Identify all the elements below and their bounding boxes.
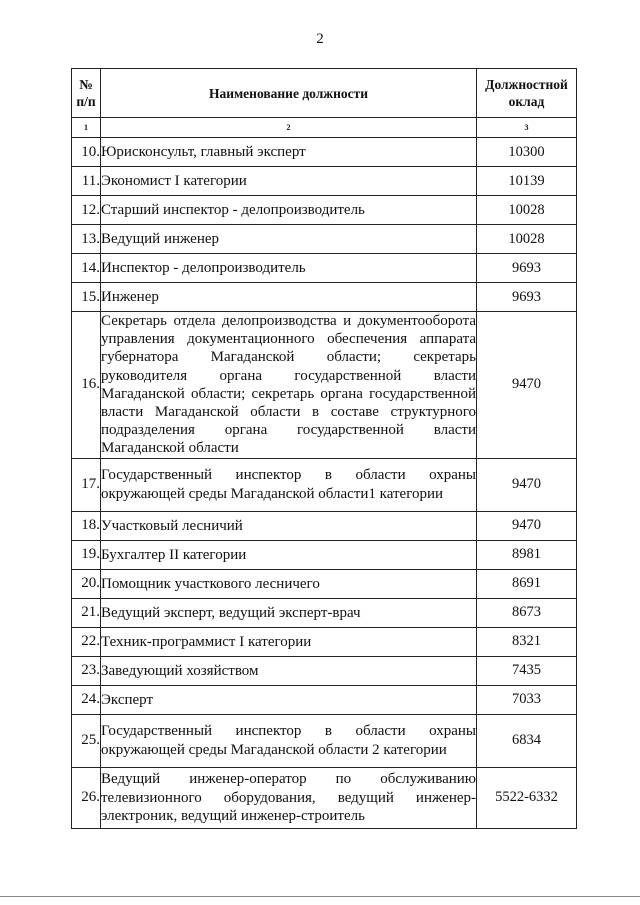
salary-value: 9693 bbox=[477, 283, 577, 312]
table-row bbox=[72, 283, 577, 312]
position-name: Эксперт bbox=[101, 685, 477, 714]
row-number: 15. bbox=[72, 283, 101, 312]
salary-value: 10139 bbox=[477, 167, 577, 196]
table-row bbox=[72, 685, 577, 714]
column-index-row bbox=[72, 118, 577, 138]
column-index: 3 bbox=[477, 118, 577, 138]
salary-value: 8321 bbox=[477, 627, 577, 656]
table-row bbox=[72, 511, 577, 540]
table-row bbox=[72, 196, 577, 225]
column-index: 1 bbox=[72, 118, 101, 138]
header-salary-line1: Должностной bbox=[485, 77, 568, 92]
row-number: 20. bbox=[72, 569, 101, 598]
header-salary-line2: оклад bbox=[508, 94, 545, 109]
salary-value: 7033 bbox=[477, 685, 577, 714]
row-number: 19. bbox=[72, 540, 101, 569]
position-name: Бухгалтер II категории bbox=[101, 540, 477, 569]
salary-value: 5522-6332 bbox=[477, 767, 577, 828]
table-row bbox=[72, 627, 577, 656]
position-name: Ведущий инженер-оператор по обслуживанию телевизионного оборудования, ведущий инженер-электроник, ведущий инженер-строитель bbox=[101, 767, 477, 828]
row-number: 24. bbox=[72, 685, 101, 714]
table-row bbox=[72, 540, 577, 569]
position-name: Государственный инспектор в области охраны окружающей среды Магаданской области1 категории bbox=[101, 458, 477, 511]
table-row bbox=[72, 167, 577, 196]
position-name: Заведующий хозяйством bbox=[101, 656, 477, 685]
page-number: 2 bbox=[316, 31, 324, 47]
position-name: Ведущий эксперт, ведущий эксперт-врач bbox=[101, 598, 477, 627]
row-number: 18. bbox=[72, 511, 101, 540]
row-number: 16. bbox=[72, 312, 101, 459]
row-number: 17. bbox=[72, 458, 101, 511]
header-salary bbox=[477, 69, 577, 118]
table-row bbox=[72, 569, 577, 598]
page-bottom-rule bbox=[0, 896, 640, 897]
position-name: Государственный инспектор в области охраны окружающей среды Магаданской области 2 категории bbox=[101, 714, 477, 767]
position-name: Участковый лесничий bbox=[101, 511, 477, 540]
table-row bbox=[72, 225, 577, 254]
row-number: 11. bbox=[72, 167, 101, 196]
table-row bbox=[72, 656, 577, 685]
table-row bbox=[72, 458, 577, 511]
table-row bbox=[72, 138, 577, 167]
table-row bbox=[72, 714, 577, 767]
salary-value: 8981 bbox=[477, 540, 577, 569]
position-name: Старший инспектор - делопроизводитель bbox=[101, 196, 477, 225]
salary-value: 9470 bbox=[477, 511, 577, 540]
position-name: Секретарь отдела делопроизводства и документооборота управления документационного обеспечения аппарата губернатора Магаданской области; секретарь руководителя органа государственной власти Магаданской области; секретарь органа государственной власти Магаданской области в составе структурного подразделения органа государственной власти Магаданской области bbox=[101, 313, 476, 457]
position-name: Юрисконсульт, главный эксперт bbox=[101, 138, 477, 167]
row-number: 14. bbox=[72, 254, 101, 283]
salary-value: 10300 bbox=[477, 138, 577, 167]
position-name: Инспектор - делопроизводитель bbox=[101, 254, 477, 283]
salary-value: 7435 bbox=[477, 656, 577, 685]
row-number: 21. bbox=[72, 598, 101, 627]
row-number: 10. bbox=[72, 138, 101, 167]
position-name: Экономист I категории bbox=[101, 167, 477, 196]
header-number-abbr: п/п bbox=[76, 94, 96, 109]
salary-value: 8691 bbox=[477, 569, 577, 598]
position-name: Ведущий инженер bbox=[101, 225, 477, 254]
table-header-row bbox=[72, 69, 577, 118]
row-number: 25. bbox=[72, 714, 101, 767]
table-row bbox=[72, 254, 577, 283]
header-number bbox=[72, 69, 101, 118]
table-row bbox=[72, 767, 577, 828]
salary-value: 8673 bbox=[477, 598, 577, 627]
row-number: 13. bbox=[72, 225, 101, 254]
row-number: 12. bbox=[72, 196, 101, 225]
salary-value: 10028 bbox=[477, 196, 577, 225]
table-row bbox=[72, 312, 577, 459]
table-row bbox=[72, 598, 577, 627]
header-number-sign: № bbox=[79, 77, 93, 92]
header-position-name: Наименование должности bbox=[101, 69, 477, 118]
salary-value: 10028 bbox=[477, 225, 577, 254]
salary-value: 9470 bbox=[477, 312, 577, 459]
salary-value: 9470 bbox=[477, 458, 577, 511]
column-index: 2 bbox=[101, 118, 477, 138]
position-name: Техник-программист I категории bbox=[101, 627, 477, 656]
row-number: 22. bbox=[72, 627, 101, 656]
salary-table bbox=[71, 68, 577, 829]
position-name: Инженер bbox=[101, 283, 477, 312]
salary-value: 6834 bbox=[477, 714, 577, 767]
salary-value: 9693 bbox=[477, 254, 577, 283]
row-number: 23. bbox=[72, 656, 101, 685]
row-number: 26. bbox=[72, 767, 101, 828]
position-name: Помощник участкового лесничего bbox=[101, 569, 477, 598]
